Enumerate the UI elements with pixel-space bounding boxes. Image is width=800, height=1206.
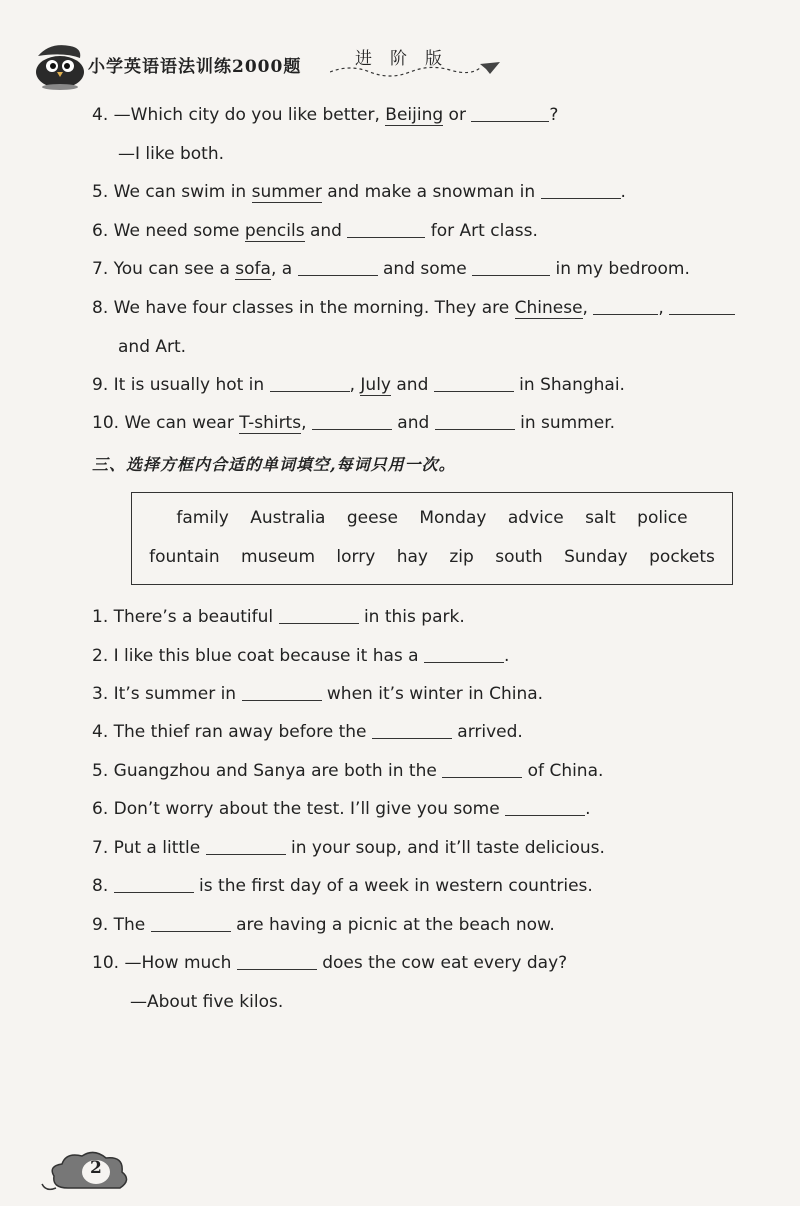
answer-blank[interactable] xyxy=(471,103,549,122)
word-bank-box xyxy=(131,492,733,585)
answer-blank[interactable] xyxy=(242,682,322,701)
answer-blank[interactable] xyxy=(298,257,378,276)
cloud-icon xyxy=(38,1148,138,1196)
word-bank-item: pockets xyxy=(649,547,715,567)
answer-blank[interactable] xyxy=(442,759,522,778)
question-3-5: 5. Guangzhou and Sanya are both in the of China. xyxy=(92,761,604,781)
answer-blank[interactable] xyxy=(593,296,658,315)
word-bank-item: family xyxy=(176,508,229,528)
paper-plane-icon xyxy=(330,60,500,80)
book-title: 小学英语语法训练2000题 xyxy=(88,57,302,77)
answer-blank[interactable] xyxy=(424,644,504,663)
owl-mascot-icon xyxy=(30,40,88,90)
word-bank-item: geese xyxy=(346,508,398,528)
page-number-badge xyxy=(38,1148,138,1196)
answer-line: —I like both. xyxy=(118,144,225,164)
answer-blank[interactable] xyxy=(472,257,550,276)
word-bank-item: Australia xyxy=(250,508,326,528)
word-bank-item: police xyxy=(637,508,688,528)
question-3-6: 6. Don’t worry about the test. I’ll give you some . xyxy=(92,799,591,819)
question-3-9: 9. The are having a picnic at the beach now. xyxy=(92,915,555,935)
answer-blank[interactable] xyxy=(237,951,317,970)
word-bank-item: salt xyxy=(585,508,616,528)
question-3-8: 8. is the first day of a week in western countries. xyxy=(92,876,593,896)
question-3-3: 3. It’s summer in when it’s winter in China. xyxy=(92,684,544,704)
word-bank-item: advice xyxy=(507,508,564,528)
question-3-2: 2. I like this blue coat because it has a . xyxy=(92,646,510,666)
word-bank-item: zip xyxy=(449,547,474,567)
question-3-1: 1. There’s a beautiful in this park. xyxy=(92,607,465,627)
answer-blank[interactable] xyxy=(151,913,231,932)
answer-blank[interactable] xyxy=(505,797,585,816)
section-three-title: 三、选择方框内合适的单词填空,每词只用一次。 xyxy=(92,455,456,474)
word-bank-item: lorry xyxy=(336,547,376,567)
answer-blank[interactable] xyxy=(347,219,425,238)
word-bank-item: fountain xyxy=(149,547,220,567)
word-bank-row-2 xyxy=(132,547,732,567)
answer-blank[interactable] xyxy=(270,373,350,392)
edition-label: 进阶版 xyxy=(355,49,460,69)
question-3-10: 10. —How much does the cow eat every day? xyxy=(92,953,568,973)
word-bank-item: museum xyxy=(241,547,316,567)
answer-blank[interactable] xyxy=(434,373,514,392)
answer-blank[interactable] xyxy=(206,836,286,855)
page-number: 2 xyxy=(90,1158,102,1178)
question-2-5: 5. We can swim in summer and make a snowman in . xyxy=(92,182,626,202)
answer-blank[interactable] xyxy=(669,296,735,315)
word-bank-row-1 xyxy=(132,508,732,528)
question-2-6: 6. We need some pencils and for Art class. xyxy=(92,221,538,241)
answer-line: —About five kilos. xyxy=(130,992,284,1012)
question-3-7: 7. Put a little in your soup, and it’ll taste delicious. xyxy=(92,838,605,858)
page-header xyxy=(0,0,800,95)
question-2-7: 7. You can see a sofa, a and some in my bedroom. xyxy=(92,259,690,279)
answer-blank[interactable] xyxy=(541,180,621,199)
word-bank-item: Monday xyxy=(419,508,487,528)
question-2-9: 9. It is usually hot in , July and in Shanghai. xyxy=(92,375,625,395)
question-3-4: 4. The thief ran away before the arrived. xyxy=(92,722,523,742)
answer-blank[interactable] xyxy=(279,605,359,624)
answer-blank[interactable] xyxy=(312,411,392,430)
answer-blank[interactable] xyxy=(114,874,194,893)
answer-blank[interactable] xyxy=(372,720,452,739)
question-2-10: 10. We can wear T-shirts, and in summer. xyxy=(92,413,616,433)
answer-blank[interactable] xyxy=(435,411,515,430)
question-2-8: 8. We have four classes in the morning. They are Chinese, , xyxy=(92,296,735,320)
word-bank-item: hay xyxy=(396,547,428,567)
answer-line: and Art. xyxy=(118,337,187,357)
word-bank-item: Sunday xyxy=(564,547,628,567)
word-bank-item: south xyxy=(495,547,543,567)
question-2-4: 4. —Which city do you like better, Beijing or ? xyxy=(92,105,559,125)
